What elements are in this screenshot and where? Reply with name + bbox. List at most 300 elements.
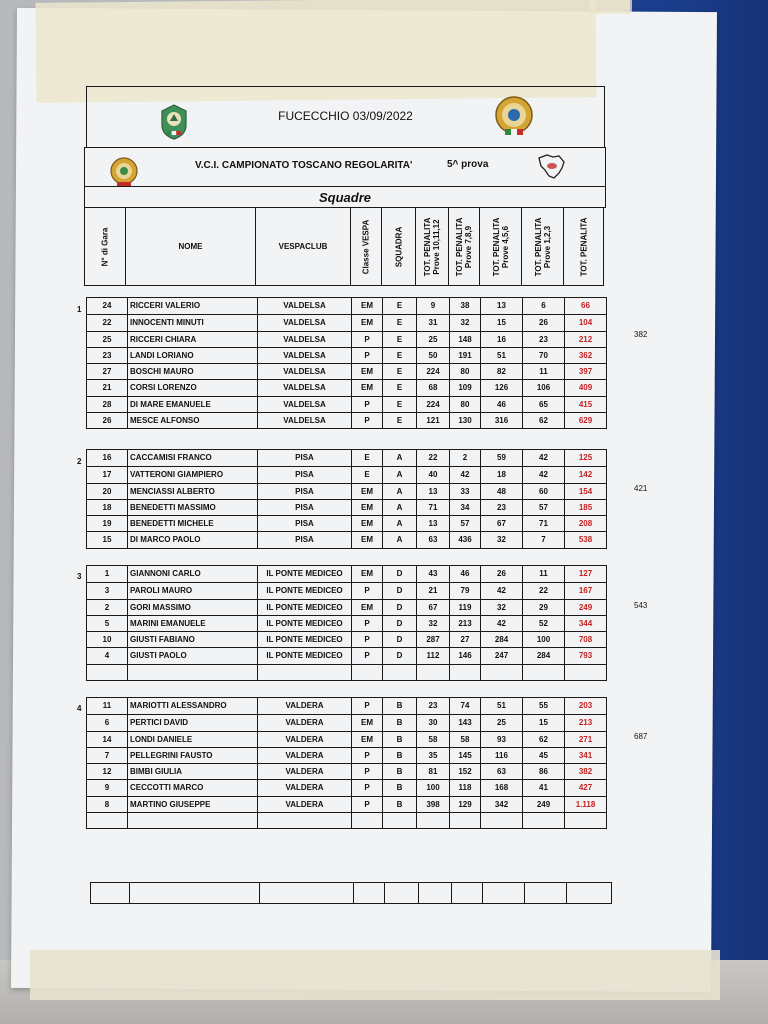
table-row bbox=[87, 450, 606, 466]
masking-tape-bottom bbox=[30, 950, 720, 1000]
cell-club: VALDELSA bbox=[257, 364, 351, 379]
cell-p2: 118 bbox=[449, 780, 480, 795]
cell-tot: 344 bbox=[564, 616, 606, 631]
cell-p2: 74 bbox=[449, 698, 480, 714]
cell-club: PISA bbox=[257, 516, 351, 531]
empty-cell bbox=[480, 813, 522, 828]
cell-tot: 203 bbox=[564, 698, 606, 714]
cell-p3: 18 bbox=[480, 467, 522, 482]
cell-num: 25 bbox=[102, 334, 112, 344]
cell-cls: P bbox=[351, 780, 382, 795]
cell-num: 20 bbox=[102, 486, 112, 496]
cell-club: IL PONTE MEDICEO bbox=[257, 566, 351, 582]
cell-sq: A bbox=[382, 516, 416, 531]
cell-club: VALDELSA bbox=[257, 397, 351, 412]
cell-name: DI MARCO PAOLO bbox=[127, 532, 257, 547]
table-row bbox=[87, 615, 606, 631]
cell-tot: 208 bbox=[564, 516, 606, 531]
cell-p3: 59 bbox=[480, 450, 522, 466]
cell-p4: 106 bbox=[522, 380, 564, 395]
cell-name: BENEDETTI MASSIMO bbox=[127, 500, 257, 515]
cell-num: 18 bbox=[102, 502, 112, 512]
cell-name: INNOCENTI MINUTI bbox=[127, 315, 257, 330]
cell-p2: 79 bbox=[449, 583, 480, 598]
cell-p4: 62 bbox=[522, 413, 564, 428]
cell-num: 22 bbox=[102, 318, 112, 328]
cell-num: 12 bbox=[102, 767, 112, 777]
cell-p3: 342 bbox=[480, 797, 522, 812]
cell-cls: E bbox=[351, 450, 382, 466]
cell-tot: 167 bbox=[564, 583, 606, 598]
cell-tot: 212 bbox=[564, 332, 606, 347]
cell-name: GIANNONI CARLO bbox=[127, 566, 257, 582]
cell-club: VALDELSA bbox=[257, 348, 351, 363]
cell-p3: 284 bbox=[480, 632, 522, 647]
section-title: Squadre bbox=[318, 190, 371, 205]
cell-sq: A bbox=[382, 467, 416, 482]
cell-num: 9 bbox=[104, 783, 110, 793]
cell-p4: 45 bbox=[522, 748, 564, 763]
cell-sq: B bbox=[382, 732, 416, 747]
cell-p1: 40 bbox=[416, 467, 449, 482]
cell-club: PISA bbox=[257, 484, 351, 499]
cell-cls: EM bbox=[351, 500, 382, 515]
cell-name: PERTICI DAVID bbox=[127, 715, 257, 730]
cell-sq: B bbox=[382, 797, 416, 812]
cell-name: MARIOTTI ALESSANDRO bbox=[127, 698, 257, 714]
cell-tot: 271 bbox=[564, 732, 606, 747]
cell-sq: E bbox=[382, 332, 416, 347]
table-row bbox=[87, 314, 606, 330]
cell-p4: 23 bbox=[522, 332, 564, 347]
cell-p4: 60 bbox=[522, 484, 564, 499]
cell-p2: 46 bbox=[449, 566, 480, 582]
cell-name: BIMBI GIULIA bbox=[127, 764, 257, 779]
cell-num: 27 bbox=[102, 367, 112, 377]
table-row bbox=[87, 566, 606, 582]
cell-p4: 15 bbox=[522, 715, 564, 730]
empty-row bbox=[87, 812, 606, 828]
cell-p4: 11 bbox=[522, 566, 564, 582]
cell-sq: D bbox=[382, 632, 416, 647]
cell-p3: 116 bbox=[480, 748, 522, 763]
cell-tot: 341 bbox=[564, 748, 606, 763]
cell-cls: EM bbox=[351, 380, 382, 395]
cell-tot: 362 bbox=[564, 348, 606, 363]
cell-p4: 42 bbox=[522, 467, 564, 482]
cell-p3: 15 bbox=[480, 315, 522, 330]
cell-club: IL PONTE MEDICEO bbox=[257, 632, 351, 647]
cell-name: GORI MASSIMO bbox=[127, 600, 257, 615]
col-header-name: NOME bbox=[125, 208, 255, 285]
cell-p2: 33 bbox=[449, 484, 480, 499]
cell-club: PISA bbox=[257, 532, 351, 547]
table-row bbox=[87, 466, 606, 482]
cell-p1: 67 bbox=[416, 600, 449, 615]
title-header bbox=[86, 86, 605, 148]
cell-p2: 130 bbox=[449, 413, 480, 428]
cell-num: 16 bbox=[102, 453, 112, 462]
cell-p3: 42 bbox=[480, 616, 522, 631]
table-row bbox=[87, 714, 606, 730]
cell-tot: 629 bbox=[564, 413, 606, 428]
cell-p3: 26 bbox=[480, 566, 522, 582]
cell-p2: 213 bbox=[449, 616, 480, 631]
cell-p3: 25 bbox=[480, 715, 522, 730]
cell-num: 10 bbox=[102, 635, 112, 645]
col-header-total: TOT. PENALITA bbox=[563, 208, 603, 285]
cell-p3: 16 bbox=[480, 332, 522, 347]
col-header-class: Classe VESPA bbox=[350, 208, 381, 285]
table-row bbox=[87, 779, 606, 795]
cell-cls: EM bbox=[351, 715, 382, 730]
team-table bbox=[86, 297, 607, 429]
cell-p4: 70 bbox=[522, 348, 564, 363]
cell-tot: 154 bbox=[564, 484, 606, 499]
cell-sq: D bbox=[382, 648, 416, 663]
team-rank: 4 bbox=[77, 704, 82, 713]
empty-cell bbox=[382, 665, 416, 680]
cell-num: 15 bbox=[102, 535, 112, 545]
table-row bbox=[87, 483, 606, 499]
cell-num: 1 bbox=[104, 569, 110, 578]
vespa-club-emblem-icon bbox=[109, 156, 139, 188]
cell-p2: 145 bbox=[449, 748, 480, 763]
table-row bbox=[87, 747, 606, 763]
championship-header bbox=[84, 147, 606, 187]
table-row bbox=[87, 531, 606, 547]
cell-sq: E bbox=[382, 364, 416, 379]
table-row bbox=[87, 698, 606, 714]
cell-cls: P bbox=[351, 413, 382, 428]
cell-name: CECCOTTI MARCO bbox=[127, 780, 257, 795]
cell-cls: P bbox=[351, 698, 382, 714]
empty-cell bbox=[416, 665, 449, 680]
cell-p2: 148 bbox=[449, 332, 480, 347]
cell-club: VALDELSA bbox=[257, 332, 351, 347]
cell-name: BOSCHI MAURO bbox=[127, 364, 257, 379]
cell-p2: 32 bbox=[449, 315, 480, 330]
cell-p2: 109 bbox=[449, 380, 480, 395]
cell-tot: 1.118 bbox=[564, 797, 606, 812]
empty-cell bbox=[564, 813, 606, 828]
cell-p3: 32 bbox=[480, 532, 522, 547]
cell-cls: P bbox=[351, 648, 382, 663]
cell-tot: 415 bbox=[564, 397, 606, 412]
cell-p2: 146 bbox=[449, 648, 480, 663]
cell-p1: 13 bbox=[416, 484, 449, 499]
cell-p3: 51 bbox=[480, 348, 522, 363]
cell-p2: 57 bbox=[449, 516, 480, 531]
cell-p3: 82 bbox=[480, 364, 522, 379]
cell-p4: 7 bbox=[522, 532, 564, 547]
cell-sq: A bbox=[382, 500, 416, 515]
cell-tot: 104 bbox=[564, 315, 606, 330]
cell-cls: P bbox=[351, 748, 382, 763]
cell-name: VATTERONI GIAMPIERO bbox=[127, 467, 257, 482]
col-header-club: VESPACLUB bbox=[255, 208, 350, 285]
empty-cell bbox=[87, 813, 127, 828]
cell-p4: 42 bbox=[522, 450, 564, 466]
team-total: 687 bbox=[634, 732, 648, 741]
cell-p4: 71 bbox=[522, 516, 564, 531]
cell-tot: 142 bbox=[564, 467, 606, 482]
cell-p1: 121 bbox=[416, 413, 449, 428]
cell-p3: 46 bbox=[480, 397, 522, 412]
event-title: FUCECCHIO 03/09/2022 bbox=[278, 109, 413, 123]
cell-sq: E bbox=[382, 413, 416, 428]
cell-cls: P bbox=[351, 583, 382, 598]
cell-tot: 66 bbox=[564, 298, 606, 314]
cell-p1: 21 bbox=[416, 583, 449, 598]
cell-num: 23 bbox=[102, 350, 112, 360]
cell-num: 2 bbox=[104, 602, 110, 612]
cell-tot: 793 bbox=[564, 648, 606, 663]
team-rank: 2 bbox=[77, 457, 82, 466]
cell-name: MARINI EMANUELE bbox=[127, 616, 257, 631]
cell-p2: 2 bbox=[449, 450, 480, 466]
empty-cell bbox=[257, 665, 351, 680]
empty-cell bbox=[522, 665, 564, 680]
team-total: 421 bbox=[634, 484, 648, 493]
cell-num: 4 bbox=[104, 651, 110, 661]
cell-p2: 80 bbox=[449, 364, 480, 379]
cell-p3: 67 bbox=[480, 516, 522, 531]
empty-cell bbox=[416, 813, 449, 828]
cell-club: VALDERA bbox=[257, 764, 351, 779]
column-header-row bbox=[84, 208, 604, 286]
empty-cell bbox=[127, 813, 257, 828]
cell-club: IL PONTE MEDICEO bbox=[257, 600, 351, 615]
cell-p4: 22 bbox=[522, 583, 564, 598]
cell-p2: 191 bbox=[449, 348, 480, 363]
cell-club: IL PONTE MEDICEO bbox=[257, 648, 351, 663]
cell-num: 21 bbox=[102, 383, 112, 393]
cell-p4: 86 bbox=[522, 764, 564, 779]
table-row bbox=[87, 647, 606, 663]
cell-p1: 9 bbox=[416, 298, 449, 314]
cell-p2: 34 bbox=[449, 500, 480, 515]
cell-p1: 287 bbox=[416, 632, 449, 647]
empty-footer-row bbox=[90, 882, 612, 904]
cell-p2: 42 bbox=[449, 467, 480, 482]
round-label: 5^ prova bbox=[447, 159, 489, 170]
cell-num: 17 bbox=[102, 470, 112, 480]
cell-p1: 224 bbox=[416, 364, 449, 379]
cell-p1: 23 bbox=[416, 698, 449, 714]
cell-name: GIUSTI PAOLO bbox=[127, 648, 257, 663]
cell-sq: D bbox=[382, 616, 416, 631]
cell-sq: A bbox=[382, 450, 416, 466]
cell-p4: 55 bbox=[522, 698, 564, 714]
cell-name: CACCAMISI FRANCO bbox=[127, 450, 257, 466]
cell-p3: 168 bbox=[480, 780, 522, 795]
cell-p4: 65 bbox=[522, 397, 564, 412]
table-row bbox=[87, 379, 606, 395]
cell-p3: 51 bbox=[480, 698, 522, 714]
cell-cls: EM bbox=[351, 315, 382, 330]
cell-p2: 129 bbox=[449, 797, 480, 812]
col-header-p1: TOT. PENALITA Prove 10,11,12 bbox=[415, 208, 448, 285]
cell-p3: 93 bbox=[480, 732, 522, 747]
team-rank: 1 bbox=[77, 305, 82, 314]
cell-num: 5 bbox=[104, 618, 110, 628]
cell-cls: P bbox=[351, 397, 382, 412]
cell-num: 14 bbox=[102, 734, 112, 744]
cell-name: MENCIASSI ALBERTO bbox=[127, 484, 257, 499]
cell-cls: EM bbox=[351, 484, 382, 499]
cell-p2: 27 bbox=[449, 632, 480, 647]
table-row bbox=[87, 347, 606, 363]
cell-cls: P bbox=[351, 616, 382, 631]
cell-p1: 68 bbox=[416, 380, 449, 395]
cell-sq: A bbox=[382, 484, 416, 499]
section-header bbox=[84, 186, 606, 208]
cell-sq: D bbox=[382, 600, 416, 615]
table-row bbox=[87, 731, 606, 747]
cell-sq: E bbox=[382, 348, 416, 363]
cell-p4: 62 bbox=[522, 732, 564, 747]
cell-tot: 249 bbox=[564, 600, 606, 615]
cell-p1: 71 bbox=[416, 500, 449, 515]
cell-num: 11 bbox=[102, 701, 112, 710]
cell-p1: 100 bbox=[416, 780, 449, 795]
cell-num: 26 bbox=[102, 416, 112, 426]
cell-p2: 436 bbox=[449, 532, 480, 547]
cell-club: VALDELSA bbox=[257, 298, 351, 314]
cell-club: IL PONTE MEDICEO bbox=[257, 616, 351, 631]
team-table bbox=[86, 449, 607, 549]
cell-cls: P bbox=[351, 332, 382, 347]
cell-num: 6 bbox=[104, 718, 110, 728]
cell-sq: E bbox=[382, 397, 416, 412]
cell-club: VALDERA bbox=[257, 797, 351, 812]
cell-cls: E bbox=[351, 467, 382, 482]
tuscany-map-icon bbox=[535, 152, 567, 182]
cell-cls: EM bbox=[351, 298, 382, 314]
cell-p4: 52 bbox=[522, 616, 564, 631]
cell-p4: 26 bbox=[522, 315, 564, 330]
cell-p4: 29 bbox=[522, 600, 564, 615]
cell-club: VALDERA bbox=[257, 780, 351, 795]
cell-tot: 213 bbox=[564, 715, 606, 730]
cell-p4: 57 bbox=[522, 500, 564, 515]
cell-tot: 382 bbox=[564, 764, 606, 779]
cell-club: VALDERA bbox=[257, 748, 351, 763]
cell-name: PAROLI MAURO bbox=[127, 583, 257, 598]
empty-row bbox=[87, 664, 606, 680]
table-row bbox=[87, 515, 606, 531]
empty-cell bbox=[257, 813, 351, 828]
cell-p4: 6 bbox=[522, 298, 564, 314]
cell-name: RICCERI VALERIO bbox=[127, 298, 257, 314]
cell-p4: 41 bbox=[522, 780, 564, 795]
table-row bbox=[87, 582, 606, 598]
cell-p1: 58 bbox=[416, 732, 449, 747]
cell-sq: B bbox=[382, 748, 416, 763]
cell-cls: P bbox=[351, 348, 382, 363]
cell-club: PISA bbox=[257, 467, 351, 482]
cell-p3: 48 bbox=[480, 484, 522, 499]
cell-tot: 708 bbox=[564, 632, 606, 647]
vespa-club-emblem-icon bbox=[493, 95, 535, 137]
cell-tot: 127 bbox=[564, 566, 606, 582]
empty-cell bbox=[87, 665, 127, 680]
table-row bbox=[87, 298, 606, 314]
table-row bbox=[87, 763, 606, 779]
table-row bbox=[87, 599, 606, 615]
cell-cls: EM bbox=[351, 566, 382, 582]
cell-name: RICCERI CHIARA bbox=[127, 332, 257, 347]
cell-p1: 112 bbox=[416, 648, 449, 663]
team-rank: 3 bbox=[77, 572, 82, 581]
cell-p1: 35 bbox=[416, 748, 449, 763]
cell-club: VALDERA bbox=[257, 732, 351, 747]
empty-cell bbox=[449, 813, 480, 828]
cell-cls: P bbox=[351, 632, 382, 647]
cell-sq: B bbox=[382, 715, 416, 730]
cell-name: DI MARE EMANUELE bbox=[127, 397, 257, 412]
empty-cell bbox=[351, 665, 382, 680]
cell-p1: 13 bbox=[416, 516, 449, 531]
cell-sq: B bbox=[382, 780, 416, 795]
cell-name: CORSI LORENZO bbox=[127, 380, 257, 395]
empty-cell bbox=[564, 665, 606, 680]
cell-p1: 63 bbox=[416, 532, 449, 547]
cell-sq: B bbox=[382, 764, 416, 779]
cell-tot: 538 bbox=[564, 532, 606, 547]
cell-p1: 224 bbox=[416, 397, 449, 412]
cell-tot: 427 bbox=[564, 780, 606, 795]
cell-p2: 58 bbox=[449, 732, 480, 747]
cell-name: GIUSTI FABIANO bbox=[127, 632, 257, 647]
cell-name: LANDI LORIANO bbox=[127, 348, 257, 363]
championship-title: V.C.I. CAMPIONATO TOSCANO REGOLARITA' bbox=[195, 160, 413, 171]
cell-sq: B bbox=[382, 698, 416, 714]
cell-club: VALDELSA bbox=[257, 315, 351, 330]
cell-name: BENEDETTI MICHELE bbox=[127, 516, 257, 531]
cell-name: LONDI DANIELE bbox=[127, 732, 257, 747]
cell-p1: 398 bbox=[416, 797, 449, 812]
cell-club: PISA bbox=[257, 500, 351, 515]
cell-p3: 247 bbox=[480, 648, 522, 663]
cell-club: VALDERA bbox=[257, 715, 351, 730]
cell-sq: E bbox=[382, 298, 416, 314]
cell-p3: 126 bbox=[480, 380, 522, 395]
cell-club: IL PONTE MEDICEO bbox=[257, 583, 351, 598]
cell-tot: 125 bbox=[564, 450, 606, 466]
col-header-num: N° di Gara bbox=[100, 227, 110, 266]
cell-p4: 100 bbox=[522, 632, 564, 647]
cell-sq: A bbox=[382, 532, 416, 547]
empty-cell bbox=[522, 813, 564, 828]
cell-name: MESCE ALFONSO bbox=[127, 413, 257, 428]
table-row bbox=[87, 796, 606, 812]
cell-num: 7 bbox=[104, 750, 110, 760]
cell-cls: EM bbox=[351, 364, 382, 379]
cell-p2: 119 bbox=[449, 600, 480, 615]
cell-p1: 25 bbox=[416, 332, 449, 347]
col-header-p3: TOT. PENALITA Prove 4,5,6 bbox=[479, 208, 521, 285]
table-row bbox=[87, 412, 606, 428]
cell-p2: 143 bbox=[449, 715, 480, 730]
cell-p2: 38 bbox=[449, 298, 480, 314]
cell-p3: 42 bbox=[480, 583, 522, 598]
cell-cls: EM bbox=[351, 516, 382, 531]
team-table bbox=[86, 697, 607, 829]
cell-p3: 32 bbox=[480, 600, 522, 615]
cell-sq: E bbox=[382, 315, 416, 330]
